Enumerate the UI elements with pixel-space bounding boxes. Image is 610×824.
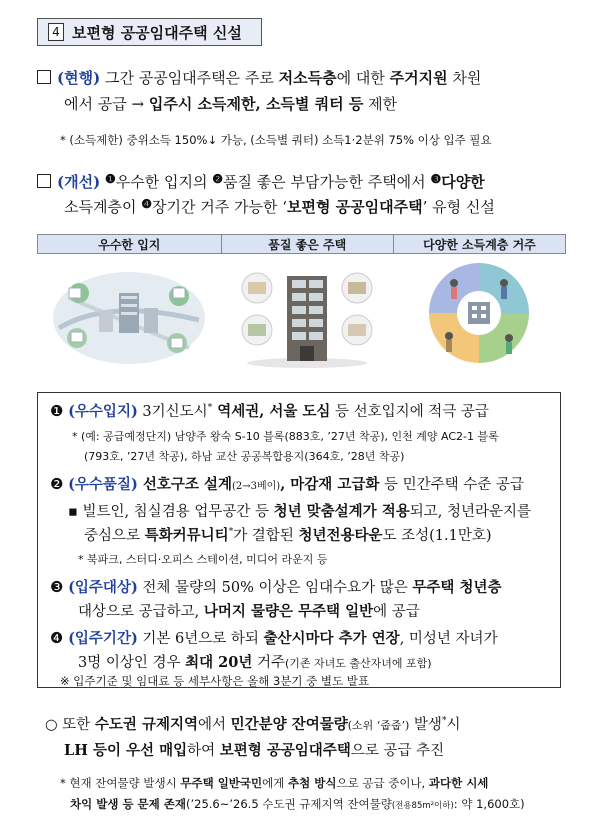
- circled-1-icon: ❶: [50, 402, 64, 420]
- text: 에서 공급 →: [64, 95, 149, 113]
- circled-1-icon: ❶: [104, 172, 116, 186]
- improve-line-1: [37, 171, 485, 192]
- text: 등 선호입지에 적극 공급: [330, 404, 489, 420]
- text: (기존 자녀도 출산자녀에 포함): [284, 657, 432, 670]
- text: 3기신도시: [137, 404, 208, 420]
- text: 품질 좋은 부담가능한: [222, 173, 363, 191]
- text: , 미성년 자녀가: [399, 631, 498, 647]
- detail-item-2-bullet-line-2: [84, 524, 492, 545]
- square-bullet-icon: ▪: [68, 504, 78, 520]
- detail-item-3-line-2: [78, 600, 420, 621]
- text: (우수품질): [68, 476, 138, 493]
- header-location: 우수한 입지: [38, 235, 222, 254]
- circled-4-icon: ❹: [141, 197, 152, 211]
- text: (전용85m²이하): [391, 801, 454, 811]
- text: 제한: [363, 95, 398, 113]
- text: 무주택 청년층: [412, 579, 502, 596]
- text: 특화커뮤니티: [144, 527, 229, 544]
- detail-item-2: [50, 473, 524, 494]
- text: 되고, 청년라운지를: [409, 504, 532, 520]
- text: 민간분양 잔여물량: [230, 716, 348, 733]
- text: 빌트인, 침실겸용 업무공간 등: [82, 504, 274, 520]
- checkbox-square-icon: [37, 70, 51, 84]
- text: (입주기간): [68, 630, 138, 647]
- text: 차익 발생 등 문제 존재: [70, 797, 186, 811]
- circle-bullet-icon: ○: [45, 717, 58, 733]
- circled-3-icon: ❸: [50, 578, 64, 596]
- text: 시: [446, 717, 461, 733]
- detail-item-4: [50, 627, 498, 648]
- text: 주거지원: [389, 69, 448, 87]
- detail-item-1: [50, 400, 489, 421]
- text: 하여: [187, 743, 220, 759]
- text: 출산시마다 추가 연장: [263, 630, 400, 647]
- current-tag: (현행): [57, 69, 101, 87]
- text: (소위 ‘줍줍’): [347, 719, 410, 732]
- text: 보편형 공공임대주택: [219, 742, 351, 759]
- text: 차원: [447, 69, 482, 87]
- city-illustration: [38, 254, 222, 377]
- text: 등 민간주택 수준 공급: [379, 477, 524, 493]
- text: 에 공급: [373, 604, 420, 620]
- text: 에게: [262, 776, 289, 790]
- text: * 현재 잔여물량 발생시: [60, 776, 181, 790]
- text: 으로 공급 추진: [350, 743, 445, 759]
- text: 전체 물량의 50% 이상은 임대수요가 많은: [137, 580, 413, 596]
- text: 그간 공공임대주택은 주로: [104, 69, 279, 87]
- text: 최대 20년: [185, 654, 253, 671]
- section-title: 보편형 공공임대주택 신설: [72, 23, 242, 42]
- text: 기본 6년으로 하되: [137, 631, 264, 647]
- text: 선호구조 설계: [137, 476, 232, 493]
- checkbox-square-icon: [37, 174, 51, 188]
- illustration-table: [37, 234, 566, 376]
- text: 거주: [252, 655, 285, 671]
- text: 다양한: [441, 173, 485, 191]
- text: , 마감재 고급화: [280, 476, 380, 493]
- current-line-2: [64, 93, 397, 114]
- text: LH 등이 우선 매입: [64, 742, 188, 759]
- text: (2→3베이): [231, 481, 281, 492]
- text: 과다한 시세: [428, 776, 489, 790]
- building-illustration: [221, 254, 393, 377]
- section-number: 4: [48, 23, 64, 41]
- detail-item-1-note-1: * (예: 공급예정단지) 남양주 왕숙 S-10 블록(883호, ’27년 착공), 인천 계양 AC2-1 블록: [72, 430, 499, 443]
- text: 수도권 규제지역: [94, 716, 198, 733]
- text: (우수입지): [68, 403, 138, 420]
- also-line-2: [64, 739, 444, 760]
- text: 으로 공급 중이나,: [336, 776, 429, 790]
- text: 또한: [62, 717, 95, 733]
- text: 저소득층: [278, 69, 337, 87]
- text: 3명 이상인 경우: [78, 655, 186, 671]
- text: ’ 유형 신설: [422, 198, 495, 216]
- text: (입주대상): [68, 579, 138, 596]
- improve-line-2: [64, 196, 495, 217]
- text: 발생: [409, 717, 442, 733]
- circled-4-icon: ❹: [50, 629, 64, 647]
- text: 입주시 소득제한, 소득별 쿼터 등: [148, 95, 364, 113]
- text: 무주택 일반국민: [180, 776, 263, 790]
- text: 대상으로 공급하고,: [78, 604, 204, 620]
- text: : 약 1,600호): [453, 797, 525, 811]
- footnote-mark: *: [441, 716, 447, 727]
- text: (’25.6~’26.5 수도권 규제지역 잔여물량: [186, 797, 392, 811]
- also-note-line-1: [60, 775, 488, 791]
- text: 보편형 공공임대주택: [286, 198, 423, 216]
- details-footnote: ※ 입주기준 및 임대료 등 세부사항은 올해 3분기 중 별도 발표: [60, 674, 370, 688]
- also-line-1: [45, 713, 460, 734]
- people-illustration: [393, 254, 565, 377]
- text: 에 대한: [336, 69, 390, 87]
- header-quality: 품질 좋은 주택: [221, 235, 393, 254]
- text: 가능한 ‘: [229, 198, 287, 216]
- footnote-mark: *: [228, 527, 234, 538]
- text: 우수한 입지: [115, 173, 193, 191]
- text: 나머지 물량은 무주택 일반: [203, 603, 374, 620]
- text: 의: [192, 173, 213, 191]
- text: 소득계층이: [64, 198, 142, 216]
- text: 청년전용타운: [298, 527, 383, 544]
- text: 에서: [198, 717, 231, 733]
- improve-tag: (개선): [57, 173, 101, 191]
- detail-item-3: [50, 576, 502, 597]
- details-box: [37, 392, 561, 688]
- also-note-line-2: [70, 796, 525, 812]
- text: 청년 맞춤설계가 적용: [273, 503, 410, 520]
- current-note: * (소득제한) 중위소득 150%↓ 가능, (소득별 쿼터) 소득1·2분위 75% 이상 입주 필요: [60, 133, 492, 147]
- detail-item-1-note-2: (793호, ’27년 착공), 하남 교산 공공복합용지(364호, ’28년 착공): [84, 450, 405, 463]
- header-diverse: 다양한 소득계층 거주: [393, 235, 565, 254]
- detail-item-2-bullet-line-1: [68, 500, 531, 521]
- text: 역세권, 서울 도심: [212, 403, 331, 420]
- footnote-mark: *: [207, 403, 213, 414]
- current-line-1: [37, 67, 481, 88]
- section-title-box: [37, 18, 262, 46]
- detail-item-4-line-2: [78, 651, 432, 672]
- text: 중심으로: [84, 528, 145, 544]
- text: 도 조성(1.1만호): [382, 528, 492, 544]
- text: 장기간 거주: [151, 198, 230, 216]
- circled-3-icon: ❸: [430, 172, 442, 186]
- text: 주택에서: [362, 173, 431, 191]
- detail-item-2-note: * 북파크, 스터디·오피스 스테이션, 미디어 라운지 등: [78, 553, 328, 566]
- circled-2-icon: ❷: [50, 475, 64, 493]
- text: 추첨 방식: [288, 776, 337, 790]
- text: 가 결합된: [233, 528, 299, 544]
- circled-2-icon: ❷: [212, 172, 223, 186]
